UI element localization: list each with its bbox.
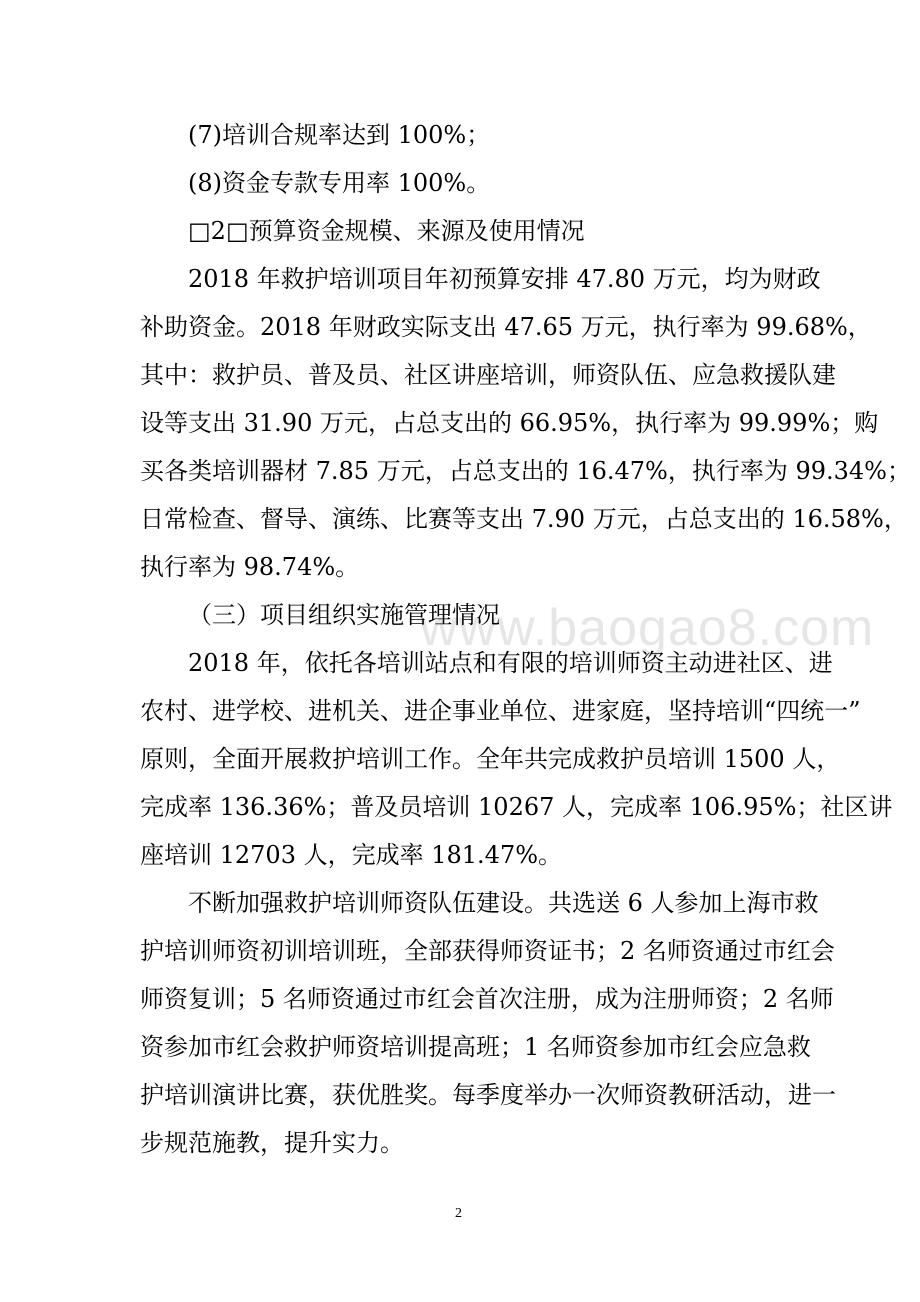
paragraph-line: 设等支出 31.90 万元，占总支出的 66.95%，执行率为 99.99%；购 xyxy=(140,409,879,437)
section-heading-implementation: （三）项目组织实施管理情况 xyxy=(188,601,500,629)
paragraph-line: 2018 年救护培训项目年初预算安排 47.80 万元，均为财政 xyxy=(188,265,821,293)
paragraph-line: 资参加市红会救护师资培训提高班；1 名师资参加市红会应急救 xyxy=(140,1033,811,1061)
paragraph-line: 日常检查、督导、演练、比赛等支出 7.90 万元，占总支出的 16.58%， xyxy=(140,505,908,533)
item-7-line: (7)培训合规率达到 100%； xyxy=(188,121,491,149)
paragraph-line: 原则，全面开展救护培训工作。全年共完成救护员培训 1500 人， xyxy=(140,745,841,773)
item-8-line: (8)资金专款专用率 100%。 xyxy=(188,169,491,197)
paragraph-line: 师资复训；5 名师资通过市红会首次注册，成为注册师资；2 名师 xyxy=(140,985,834,1013)
watermark: www.baogao8.com xyxy=(420,599,875,657)
paragraph-line: 买各类培训器材 7.85 万元，占总支出的 16.47%，执行率为 99.34%； xyxy=(140,457,911,485)
paragraph-line: 补助资金。2018 年财政实际支出 47.65 万元，执行率为 99.68%， xyxy=(140,313,872,341)
page-number: 2 xyxy=(455,1206,462,1221)
section-heading-budget: □2□预算资金规模、来源及使用情况 xyxy=(188,217,585,245)
paragraph-line: 护培训师资初训培训班，全部获得师资证书；2 名师资通过市红会 xyxy=(140,937,835,965)
paragraph-line: 步规范施教，提升实力。 xyxy=(140,1129,404,1157)
paragraph-line: 农村、进学校、进机关、进企事业单位、进家庭，坚持培训“四统一” xyxy=(140,697,861,725)
paragraph-line: 执行率为 98.74%。 xyxy=(140,553,360,581)
paragraph-line: 不断加强救护培训师资队伍建设。共选送 6 人参加上海市救 xyxy=(188,889,819,917)
paragraph-line: 护培训演讲比赛，获优胜奖。每季度举办一次师资教研活动，进一 xyxy=(140,1081,836,1109)
paragraph-line: 完成率 136.36%；普及员培训 10267 人，完成率 106.95%；社区讲 xyxy=(140,793,893,821)
paragraph-line: 座培训 12703 人，完成率 181.47%。 xyxy=(140,841,563,869)
paragraph-line: 其中：救护员、普及员、社区讲座培训，师资队伍、应急救援队建 xyxy=(140,361,836,389)
paragraph-line: 2018 年，依托各培训站点和有限的培训师资主动进社区、进 xyxy=(188,649,833,677)
